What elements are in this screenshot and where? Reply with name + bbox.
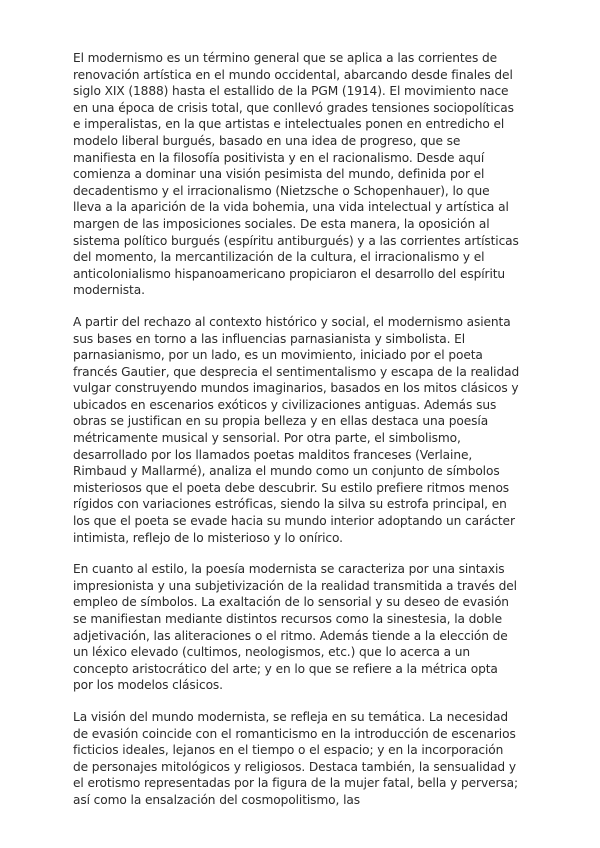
paragraph-themes: La visión del mundo modernista, se refleja en su temática. La necesidad de evasión coincide con el romanticismo en la introducción de escenarios ficticios ideales, lejanos en el tiempo o el espacio; y en la incorporación de personajes mitológicos y religiosos. Destaca también, la sensualidad y el erotismo representadas por la figura de la mujer fatal, bella y perversa; así como la ensalzación del cosmopolitismo, las	[73, 709, 519, 807]
paragraph-influences: A partir del rechazo al contexto histórico y social, el modernismo asienta sus bases en torno a las influencias parnasianista y simbolista. El parnasianismo, por un lado, es un movimiento, iniciado por el poeta francés Gautier, que desprecia el sentimentalismo y escapa de la realidad vulgar construyendo mundos imaginarios, basados en los mitos clásicos y ubicados en escenarios exóticos y civilizaciones antiguas. Además sus obras se justifican en su propia belleza y en ellas destaca una poesía métricamente musical y sensorial. Por otra parte, el simbolismo, desarrollado por los llamados poetas malditos franceses (Verlaine, Rimbaud y Mallarmé), analiza el mundo como un conjunto de símbolos misteriosos que el poeta debe descubrir. Su estilo prefiere ritmos menos rígidos con variaciones estróficas, siendo la silva su estrofa principal, en los que el poeta se evade hacia su mundo interior adoptando un carácter intimista, reflejo de lo misterioso y lo onírico.	[73, 314, 520, 545]
paragraph-style: En cuanto al estilo, la poesía modernista se caracteriza por una sintaxis impresionista y una subjetivización de la realidad transmitida a través del empleo de símbolos. La exaltación de lo sensorial y su deseo de evasión se manifiestan mediante distintos recursos como la sinestesia, la doble adjetivación, las aliteraciones o el ritmo. Además tiende a la elección de un léxico elevado (cultimos, neologismos, etc.) que lo acerca a un concepto aristocrático del arte; y en lo que se refiere a la métrica opta por los modelos clásicos.	[73, 562, 517, 693]
paragraph-context: El modernismo es un término general que se aplica a las corrientes de renovación artística en el mundo occidental, abarcando desde finales del siglo XIX (1888) hasta el estallido de la PGM (1914). El movimiento nace en una época de crisis total, que conllevó grades tensiones sociopolíticas e imperalistas, en la que artistas e intelectuales ponen en entredicho el modelo liberal burgués, basado en una idea de progreso, que se manifiesta en la filosofía positivista y en el racionalismo. Desde aquí comienza a dominar una visión pesimista del mundo, definida por el decadentismo y el irracionalismo (Nietzsche o Schopenhauer), lo que lleva a la aparición de la vida bohemia, una vida intelectual y artística al margen de las imposiciones sociales. De esta manera, la oposición al sistema político burgués (espíritu antiburgués) y a las corrientes artísticas del momento, la mercantilización de la cultura, el irracionalismo y el anticolonialismo hispanoamericano propiciaron el desarrollo del espíritu modernista.	[73, 51, 519, 298]
document-body	[73, 50, 520, 824]
